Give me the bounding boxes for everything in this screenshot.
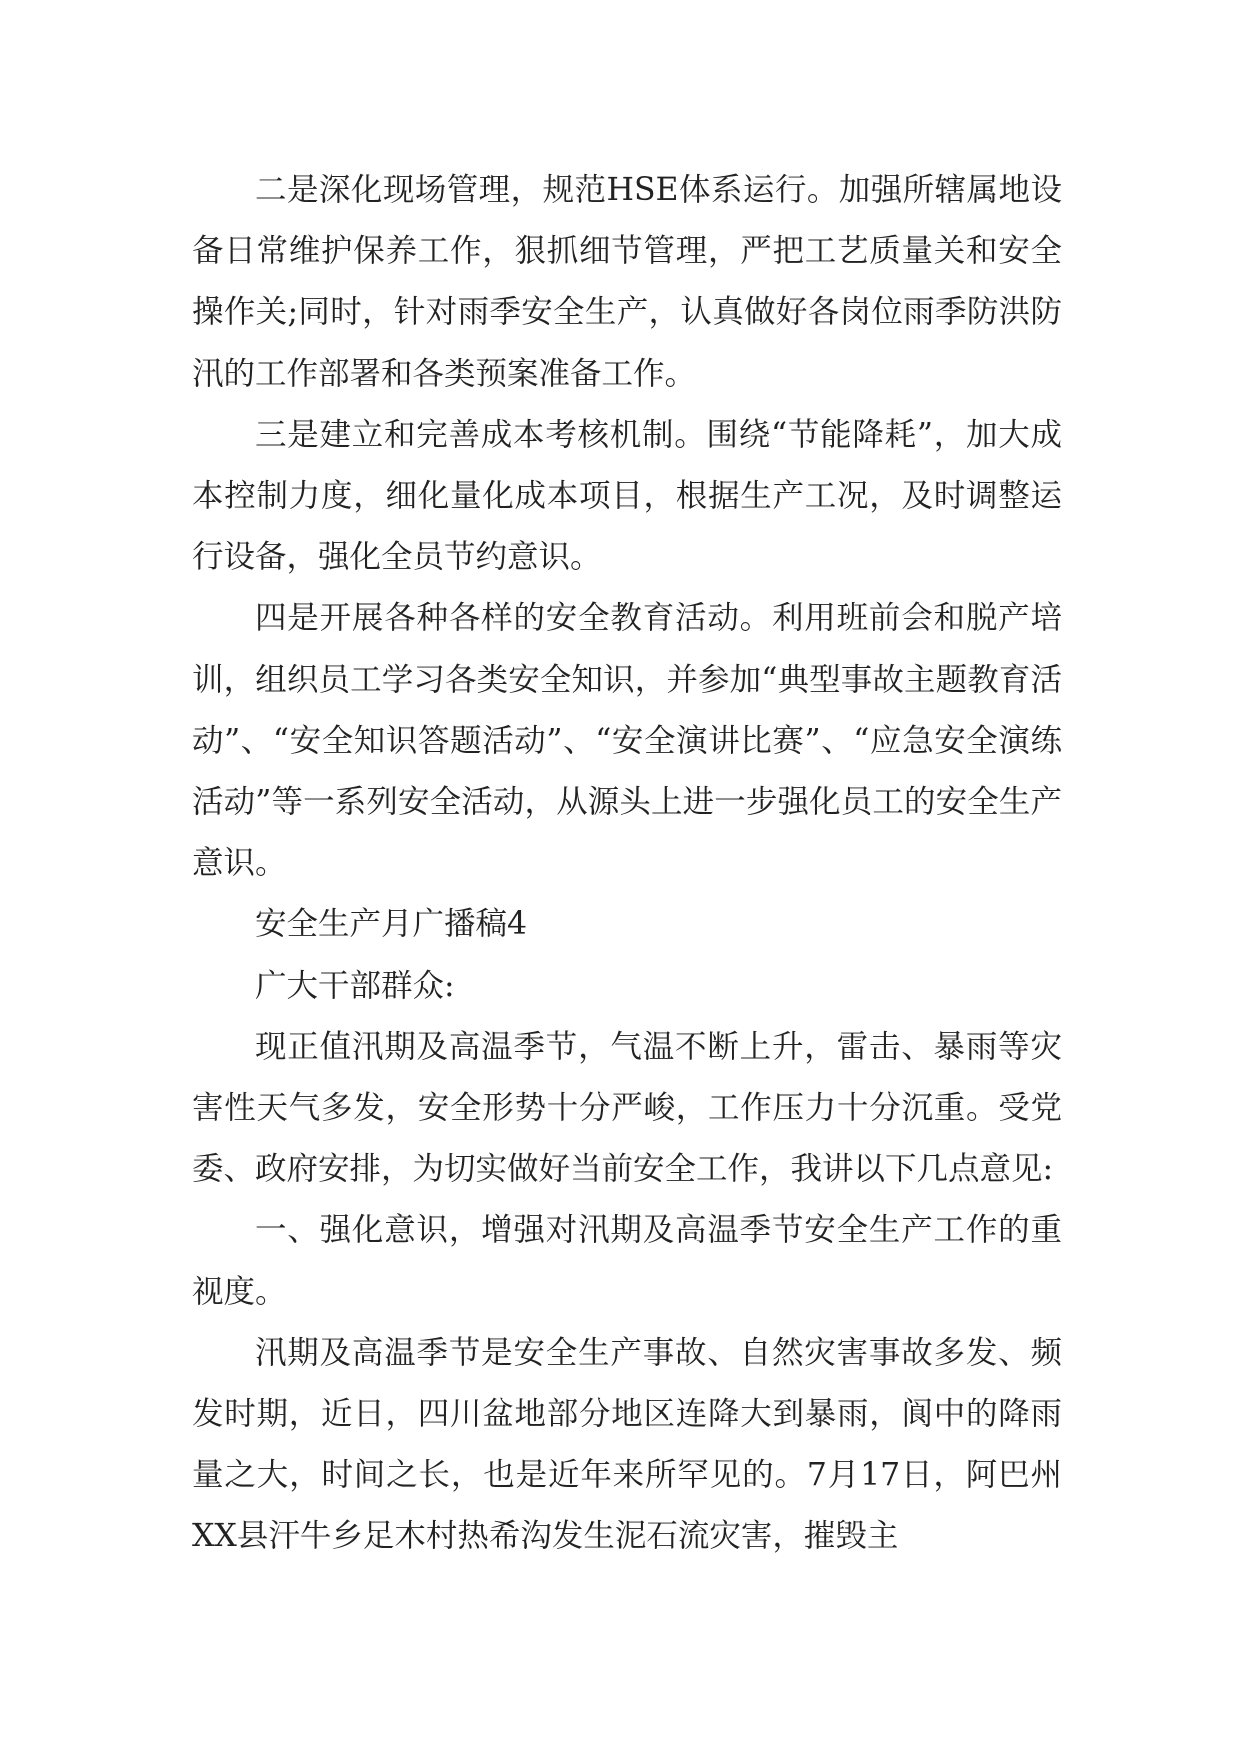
paragraph-cost-control: 三是建立和完善成本考核机制。围绕“节能降耗”，加大成本控制力度，细化量化成本项目，根据生产工况，及时调整运行设备，强化全员节约意识。: [192, 416, 1062, 576]
paragraph-hse-management: 二是深化现场管理，规范HSE体系运行。加强所辖属地设备日常维护保养工作，狠抓细节管理，严把工艺质量关和安全操作关;同时，针对雨季安全生产，认真做好各岗位雨季防洪防汛的工作部署和各类预案准备工作。: [192, 172, 1062, 392]
paragraph-flood-season: 汛期及高温季节是安全生产事故、自然灾害事故多发、频发时期，近日，四川盆地部分地区连降大到暴雨，阆中的降雨量之大，时间之长，也是近年来所罕见的。7月17日，阿巴州XX县汗牛乡足木村热希沟发生泥石流灾害，摧毁主: [192, 1334, 1062, 1555]
paragraph-point-one: 一、强化意识，增强对汛期及高温季节安全生产工作的重视度。: [192, 1212, 1062, 1310]
document-body: [192, 160, 1062, 1568]
paragraph-safety-education: 四是开展各种各样的安全教育活动。利用班前会和脱产培训，组织员工学习各类安全知识，并参加“典型事故主题教育活动”、“安全知识答题活动”、“安全演讲比赛”、“应急安全演练活动”等一系列安全活动，从源头上进一步强化员工的安全生产意识。: [192, 600, 1062, 882]
paragraph-intro: 现正值汛期及高温季节，气温不断上升，雷击、暴雨等灾害性天气多发，安全形势十分严峻，工作压力十分沉重。受党委、政府安排，为切实做好当前安全工作，我讲以下几点意见:: [192, 1028, 1062, 1188]
salutation: 广大干部群众:: [255, 967, 455, 1004]
section-heading: 安全生产月广播稿4: [255, 906, 528, 943]
